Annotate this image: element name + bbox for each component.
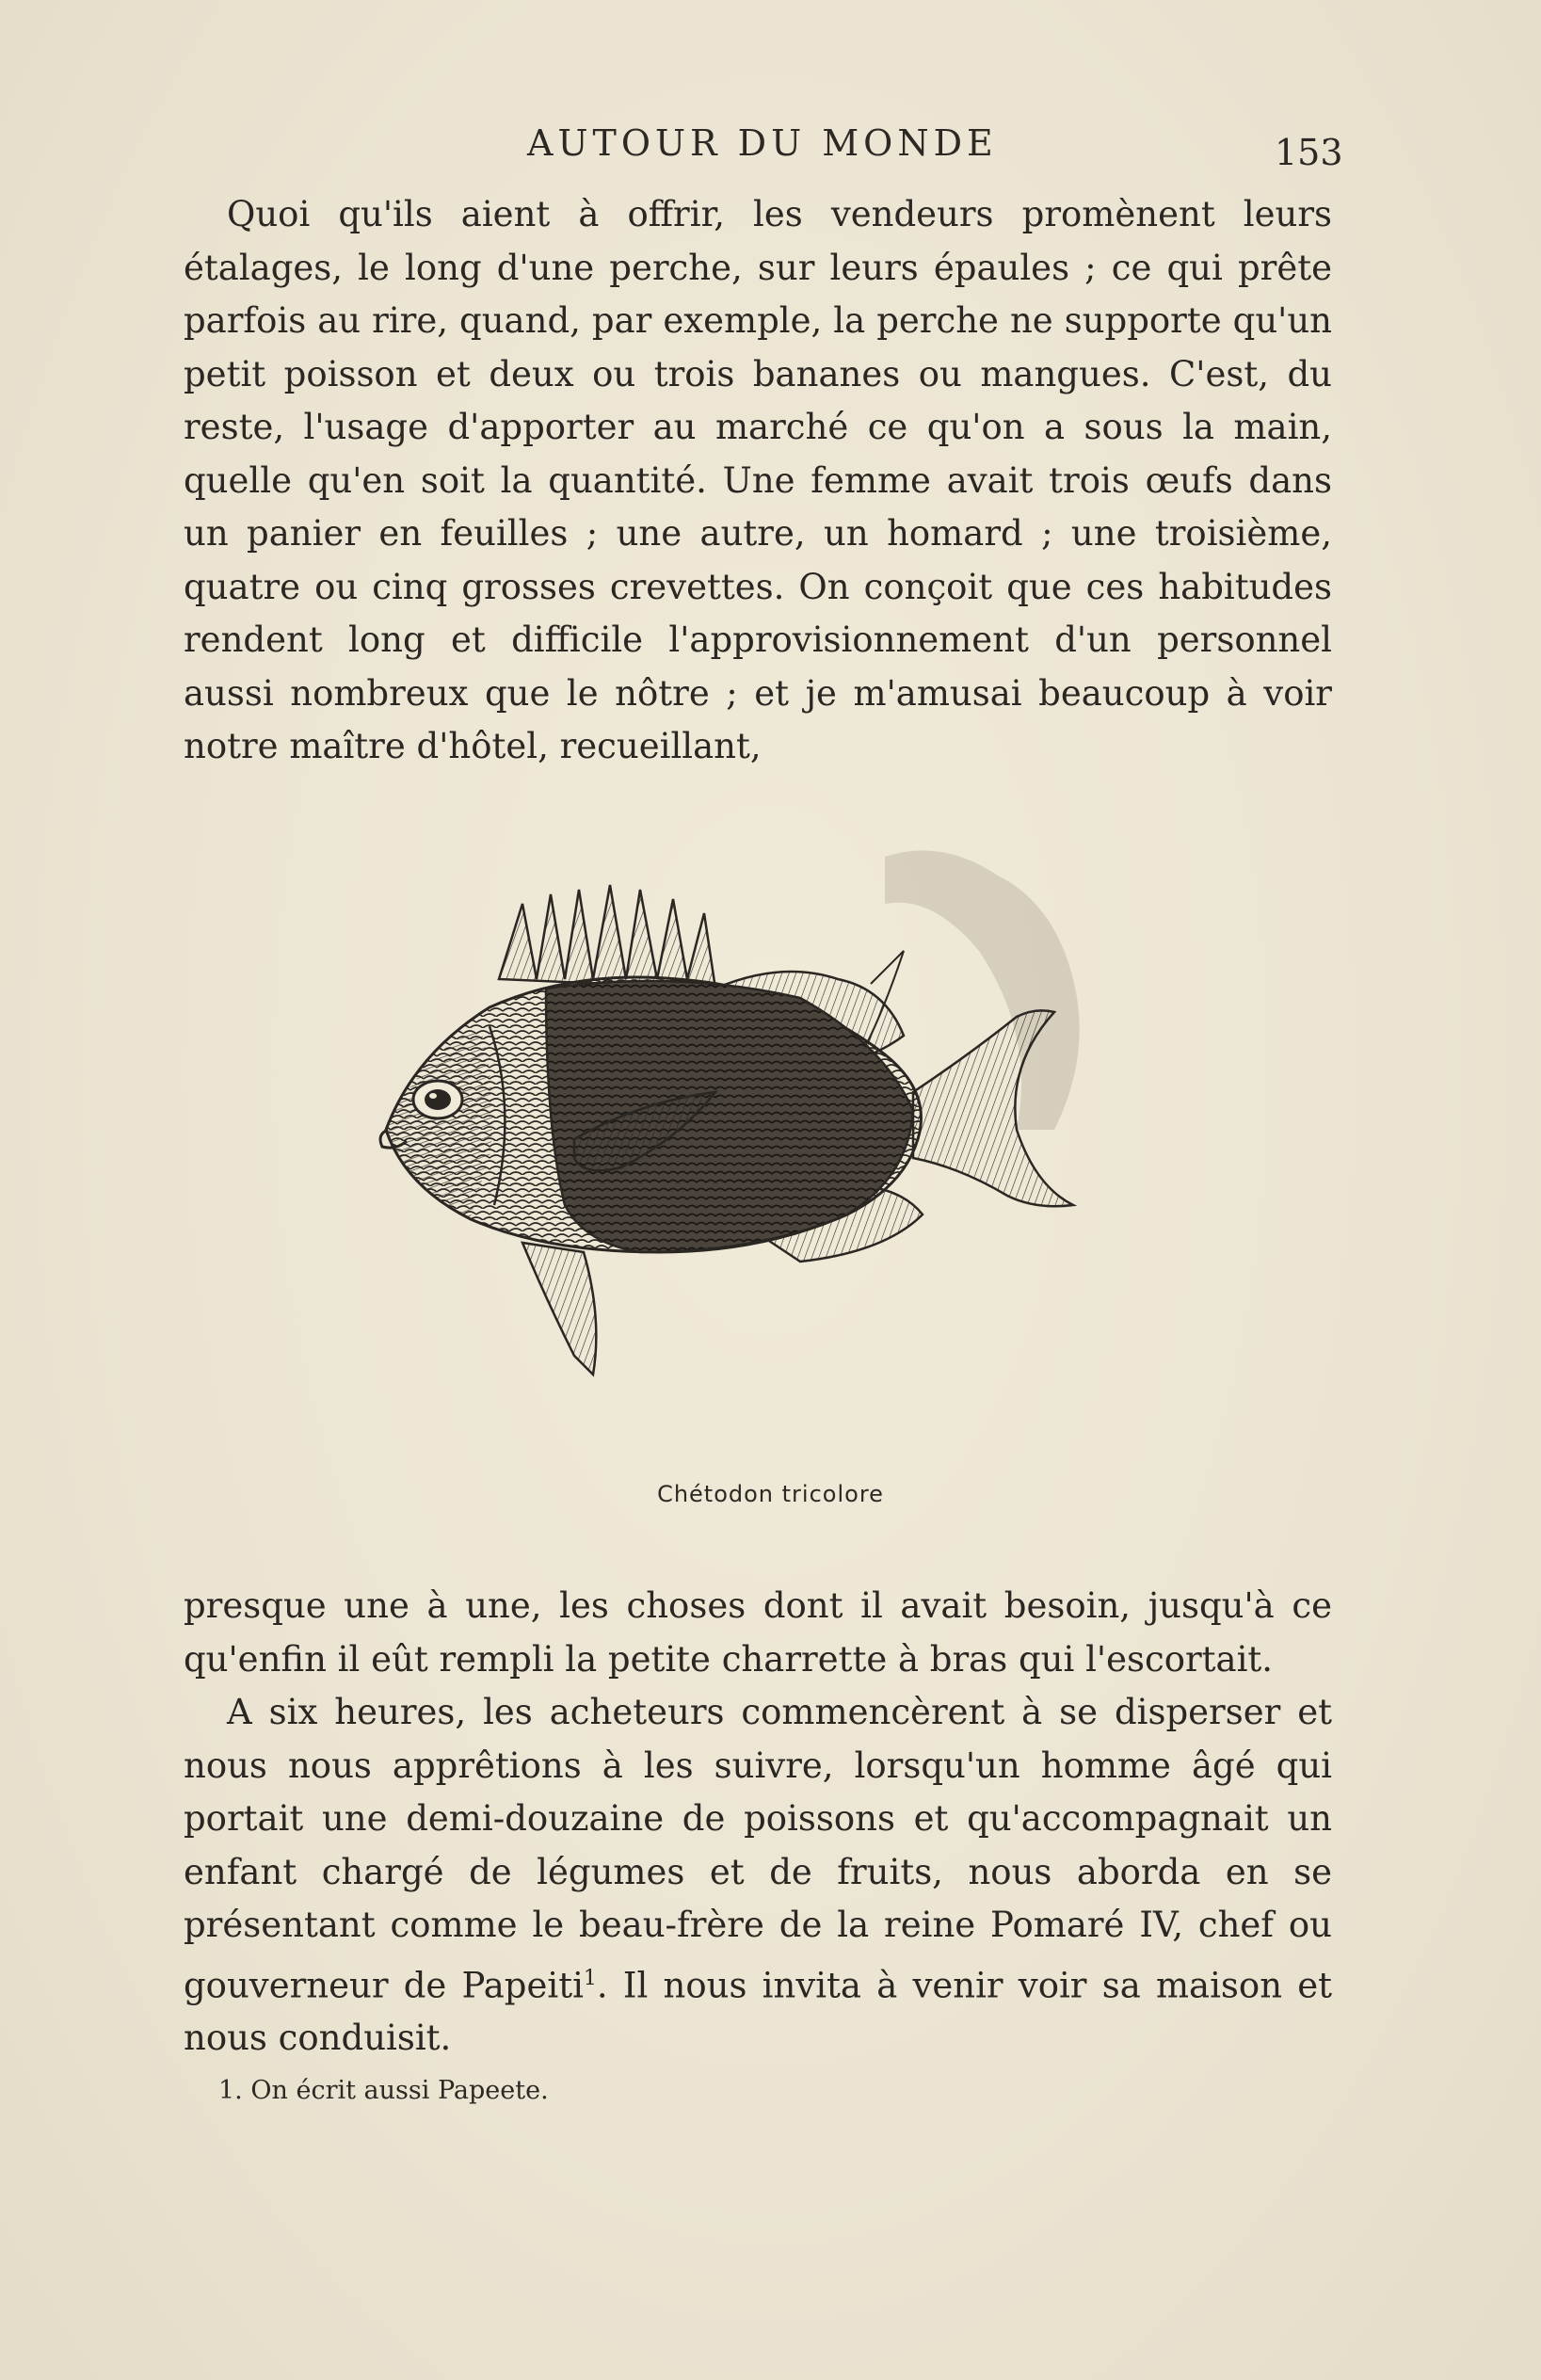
top-text-block	[184, 188, 1332, 774]
paragraph-market-vendors: Quoi qu'ils aient à offrir, les vendeurs promènent leurs étalages, le long d'une perche, sur leurs épaules ; ce qui prête parfois au rire, quand, par exemple, la perche ne supporte qu'un petit poisson et deux ou trois bananes ou mangues. C'est, du reste, l'usage d'apporter au marché ce qu'on a sous la main, quelle qu'en soit la quantité. Une femme avait trois œufs dans un panier en feuilles ; une autre, un homard ; une troisième, quatre ou cinq grosses crevettes. On conçoit que ces habitudes rendent long et difficile l'approvisionnement d'un personnel aussi nombreux que le nôtre ; et je m'amusai beaucoup à voir notre maître d'hôtel, recueillant,	[184, 194, 1332, 766]
bottom-text-block	[184, 1580, 1332, 2066]
footnote	[218, 2076, 549, 2105]
figure-caption: Chétodon tricolore	[657, 1481, 884, 1507]
footnote-number: 1.	[218, 2076, 243, 2105]
footnote-text: On écrit aussi Papeete.	[250, 2076, 549, 2105]
page-number: 153	[1275, 132, 1343, 173]
running-title: AUTOUR DU MONDE	[527, 122, 998, 164]
paragraph-continuation: presque une à une, les choses dont il avait besoin, jusqu'à ce qu'enfin il eût rempli la petite charrette à bras qui l'escortait.	[184, 1585, 1332, 1680]
footnote-reference[interactable]: 1	[583, 1966, 597, 1990]
pelvic-fin	[522, 1243, 596, 1375]
fish-engraving-icon	[358, 847, 1186, 1450]
paragraph-six-oclock-end: . Il nous invita à venir voir sa maison et nous conduisit.	[184, 1964, 1332, 2059]
paragraph-six-oclock	[184, 1686, 1332, 2066]
fish-eye	[413, 1081, 462, 1118]
paragraph-six-oclock-text: A six heures, les acheteurs commencèrent à se disperser et nous nous apprêtions à les suivre, lorsqu'un homme âgé qui portait une demi-douzaine de poissons et qu'accompagnait un enfant chargé de légumes et de fruits, nous aborda en se présentant comme le beau-frère de la reine Pomaré IV, chef ou gouverneur de Papeiti	[184, 1692, 1332, 2005]
